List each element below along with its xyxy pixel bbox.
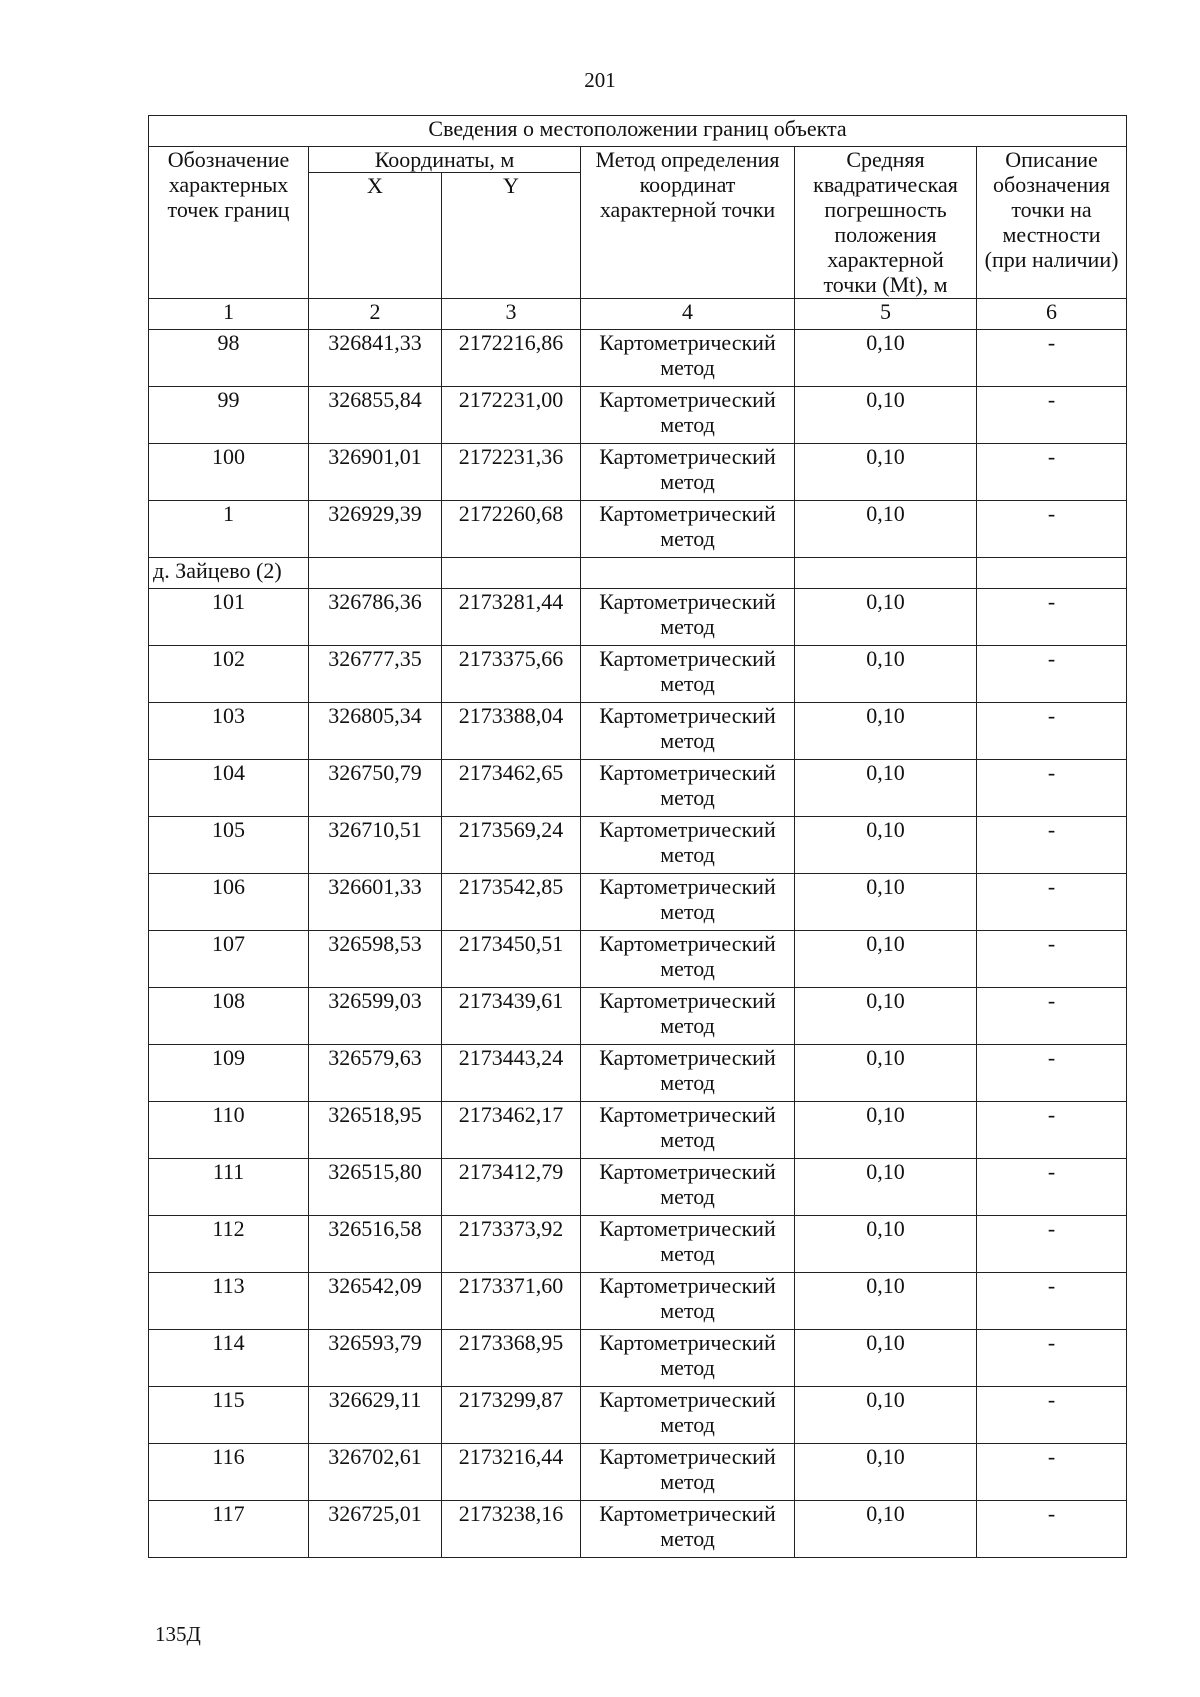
column-number: 2 (309, 299, 442, 330)
x-coordinate-cell: 326901,01 (309, 444, 442, 501)
method-cell: Картометрический метод (581, 988, 795, 1045)
table-cell (977, 558, 1127, 589)
method-cell: Картометрический метод (581, 387, 795, 444)
y-coordinate-cell: 2172260,68 (442, 501, 581, 558)
x-coordinate-cell: 326629,11 (309, 1387, 442, 1444)
y-coordinate-cell: 2172216,86 (442, 330, 581, 387)
description-cell: - (977, 589, 1127, 646)
point-cell: 113 (149, 1273, 309, 1330)
point-cell: 101 (149, 589, 309, 646)
table-body-top (149, 330, 1127, 558)
x-coordinate-cell: 326515,80 (309, 1159, 442, 1216)
y-coordinate-cell: 2172231,00 (442, 387, 581, 444)
description-cell: - (977, 387, 1127, 444)
method-cell: Картометрический метод (581, 501, 795, 558)
description-cell: - (977, 1444, 1127, 1501)
error-cell: 0,10 (795, 1387, 977, 1444)
x-coordinate-cell: 326598,53 (309, 931, 442, 988)
error-cell: 0,10 (795, 760, 977, 817)
footer-code: 135Д (155, 1622, 201, 1646)
point-cell: 99 (149, 387, 309, 444)
x-coordinate-cell: 326593,79 (309, 1330, 442, 1387)
x-coordinate-cell: 326601,33 (309, 874, 442, 931)
description-cell: - (977, 1387, 1127, 1444)
description-cell: - (977, 1045, 1127, 1102)
point-cell: 112 (149, 1216, 309, 1273)
x-coordinate-cell: 326579,63 (309, 1045, 442, 1102)
table-cell (442, 558, 581, 589)
error-cell: 0,10 (795, 1102, 977, 1159)
description-cell: - (977, 1216, 1127, 1273)
section-label: д. Зайцево (2) (149, 558, 309, 589)
error-cell: 0,10 (795, 1273, 977, 1330)
point-cell: 107 (149, 931, 309, 988)
point-cell: 109 (149, 1045, 309, 1102)
description-cell: - (977, 646, 1127, 703)
x-coordinate-cell: 326542,09 (309, 1273, 442, 1330)
x-coordinate-cell: 326599,03 (309, 988, 442, 1045)
x-coordinate-cell: 326855,84 (309, 387, 442, 444)
table-row (149, 988, 1127, 1045)
table-row (149, 1444, 1127, 1501)
table-row (149, 330, 1127, 387)
table-row (149, 589, 1127, 646)
table-cell (309, 558, 442, 589)
column-number: 5 (795, 299, 977, 330)
error-cell: 0,10 (795, 1501, 977, 1558)
table-row (149, 1273, 1127, 1330)
error-cell: 0,10 (795, 703, 977, 760)
y-coordinate-cell: 2173299,87 (442, 1387, 581, 1444)
point-cell: 105 (149, 817, 309, 874)
y-coordinate-cell: 2173373,92 (442, 1216, 581, 1273)
error-cell: 0,10 (795, 444, 977, 501)
description-cell: - (977, 988, 1127, 1045)
description-cell: - (977, 444, 1127, 501)
point-cell: 108 (149, 988, 309, 1045)
error-cell: 0,10 (795, 1216, 977, 1273)
description-cell: - (977, 1501, 1127, 1558)
table-row (149, 444, 1127, 501)
error-cell: 0,10 (795, 501, 977, 558)
method-cell: Картометрический метод (581, 1273, 795, 1330)
y-coordinate-cell: 2173450,51 (442, 931, 581, 988)
header-x: X (309, 173, 442, 299)
error-cell: 0,10 (795, 589, 977, 646)
column-number: 4 (581, 299, 795, 330)
table-row (149, 1216, 1127, 1273)
point-cell: 106 (149, 874, 309, 931)
x-coordinate-cell: 326518,95 (309, 1102, 442, 1159)
x-coordinate-cell: 326786,36 (309, 589, 442, 646)
section-row (149, 558, 1127, 589)
point-cell: 104 (149, 760, 309, 817)
error-cell: 0,10 (795, 646, 977, 703)
x-coordinate-cell: 326725,01 (309, 1501, 442, 1558)
x-coordinate-cell: 326710,51 (309, 817, 442, 874)
x-coordinate-cell: 326516,58 (309, 1216, 442, 1273)
y-coordinate-cell: 2173412,79 (442, 1159, 581, 1216)
header-point: Обозначение характерных точек границ (149, 147, 309, 299)
point-cell: 100 (149, 444, 309, 501)
y-coordinate-cell: 2173371,60 (442, 1273, 581, 1330)
table-body-bottom (149, 589, 1127, 1558)
header-error: Средняя квадратическая погрешность положения характерной точки (Mt), м (795, 147, 977, 299)
table-cell (581, 558, 795, 589)
point-cell: 115 (149, 1387, 309, 1444)
error-cell: 0,10 (795, 330, 977, 387)
point-cell: 98 (149, 330, 309, 387)
x-coordinate-cell: 326777,35 (309, 646, 442, 703)
error-cell: 0,10 (795, 817, 977, 874)
column-number: 3 (442, 299, 581, 330)
x-coordinate-cell: 326750,79 (309, 760, 442, 817)
method-cell: Картометрический метод (581, 1159, 795, 1216)
description-cell: - (977, 703, 1127, 760)
header-method: Метод определения координат характерной точки (581, 147, 795, 299)
column-number-row (149, 299, 1127, 330)
description-cell: - (977, 874, 1127, 931)
x-coordinate-cell: 326929,39 (309, 501, 442, 558)
y-coordinate-cell: 2173388,04 (442, 703, 581, 760)
description-cell: - (977, 1273, 1127, 1330)
header-y: Y (442, 173, 581, 299)
description-cell: - (977, 931, 1127, 988)
table-row (149, 1501, 1127, 1558)
description-cell: - (977, 1159, 1127, 1216)
y-coordinate-cell: 2173281,44 (442, 589, 581, 646)
description-cell: - (977, 760, 1127, 817)
method-cell: Картометрический метод (581, 817, 795, 874)
method-cell: Картометрический метод (581, 1216, 795, 1273)
method-cell: Картометрический метод (581, 1387, 795, 1444)
x-coordinate-cell: 326841,33 (309, 330, 442, 387)
table-row (149, 1330, 1127, 1387)
x-coordinate-cell: 326805,34 (309, 703, 442, 760)
error-cell: 0,10 (795, 387, 977, 444)
error-cell: 0,10 (795, 1045, 977, 1102)
method-cell: Картометрический метод (581, 1045, 795, 1102)
method-cell: Картометрический метод (581, 330, 795, 387)
point-cell: 102 (149, 646, 309, 703)
y-coordinate-cell: 2173462,65 (442, 760, 581, 817)
column-number: 6 (977, 299, 1127, 330)
method-cell: Картометрический метод (581, 1102, 795, 1159)
column-number: 1 (149, 299, 309, 330)
error-cell: 0,10 (795, 1330, 977, 1387)
table-row (149, 1159, 1127, 1216)
method-cell: Картометрический метод (581, 1330, 795, 1387)
error-cell: 0,10 (795, 931, 977, 988)
y-coordinate-cell: 2173368,95 (442, 1330, 581, 1387)
method-cell: Картометрический метод (581, 931, 795, 988)
table-row (149, 1387, 1127, 1444)
method-cell: Картометрический метод (581, 646, 795, 703)
table-title: Сведения о местоположении границ объекта (149, 116, 1127, 147)
boundary-coordinates-table (148, 115, 1127, 1558)
table-row (149, 760, 1127, 817)
section-row-group (149, 558, 1127, 589)
description-cell: - (977, 1330, 1127, 1387)
method-cell: Картометрический метод (581, 703, 795, 760)
method-cell: Картометрический метод (581, 760, 795, 817)
y-coordinate-cell: 2173216,44 (442, 1444, 581, 1501)
x-coordinate-cell: 326702,61 (309, 1444, 442, 1501)
point-cell: 116 (149, 1444, 309, 1501)
y-coordinate-cell: 2173542,85 (442, 874, 581, 931)
table-row (149, 501, 1127, 558)
table-row (149, 1045, 1127, 1102)
table-row (149, 387, 1127, 444)
method-cell: Картометрический метод (581, 1501, 795, 1558)
table-row (149, 646, 1127, 703)
page-number: 201 (584, 68, 616, 92)
y-coordinate-cell: 2173443,24 (442, 1045, 581, 1102)
table-row (149, 817, 1127, 874)
y-coordinate-cell: 2173375,66 (442, 646, 581, 703)
point-cell: 117 (149, 1501, 309, 1558)
point-cell: 114 (149, 1330, 309, 1387)
error-cell: 0,10 (795, 988, 977, 1045)
description-cell: - (977, 330, 1127, 387)
header-description: Описание обозначения точки на местности (при наличии) (977, 147, 1127, 299)
error-cell: 0,10 (795, 874, 977, 931)
header-coordinates: Координаты, м (309, 147, 581, 173)
method-cell: Картометрический метод (581, 874, 795, 931)
description-cell: - (977, 501, 1127, 558)
table-cell (795, 558, 977, 589)
point-cell: 111 (149, 1159, 309, 1216)
table-row (149, 703, 1127, 760)
y-coordinate-cell: 2173439,61 (442, 988, 581, 1045)
method-cell: Картометрический метод (581, 444, 795, 501)
method-cell: Картометрический метод (581, 589, 795, 646)
point-cell: 103 (149, 703, 309, 760)
table-row (149, 931, 1127, 988)
point-cell: 110 (149, 1102, 309, 1159)
method-cell: Картометрический метод (581, 1444, 795, 1501)
description-cell: - (977, 817, 1127, 874)
description-cell: - (977, 1102, 1127, 1159)
error-cell: 0,10 (795, 1159, 977, 1216)
y-coordinate-cell: 2173238,16 (442, 1501, 581, 1558)
table-row (149, 874, 1127, 931)
y-coordinate-cell: 2173462,17 (442, 1102, 581, 1159)
point-cell: 1 (149, 501, 309, 558)
y-coordinate-cell: 2173569,24 (442, 817, 581, 874)
table-row (149, 1102, 1127, 1159)
y-coordinate-cell: 2172231,36 (442, 444, 581, 501)
error-cell: 0,10 (795, 1444, 977, 1501)
